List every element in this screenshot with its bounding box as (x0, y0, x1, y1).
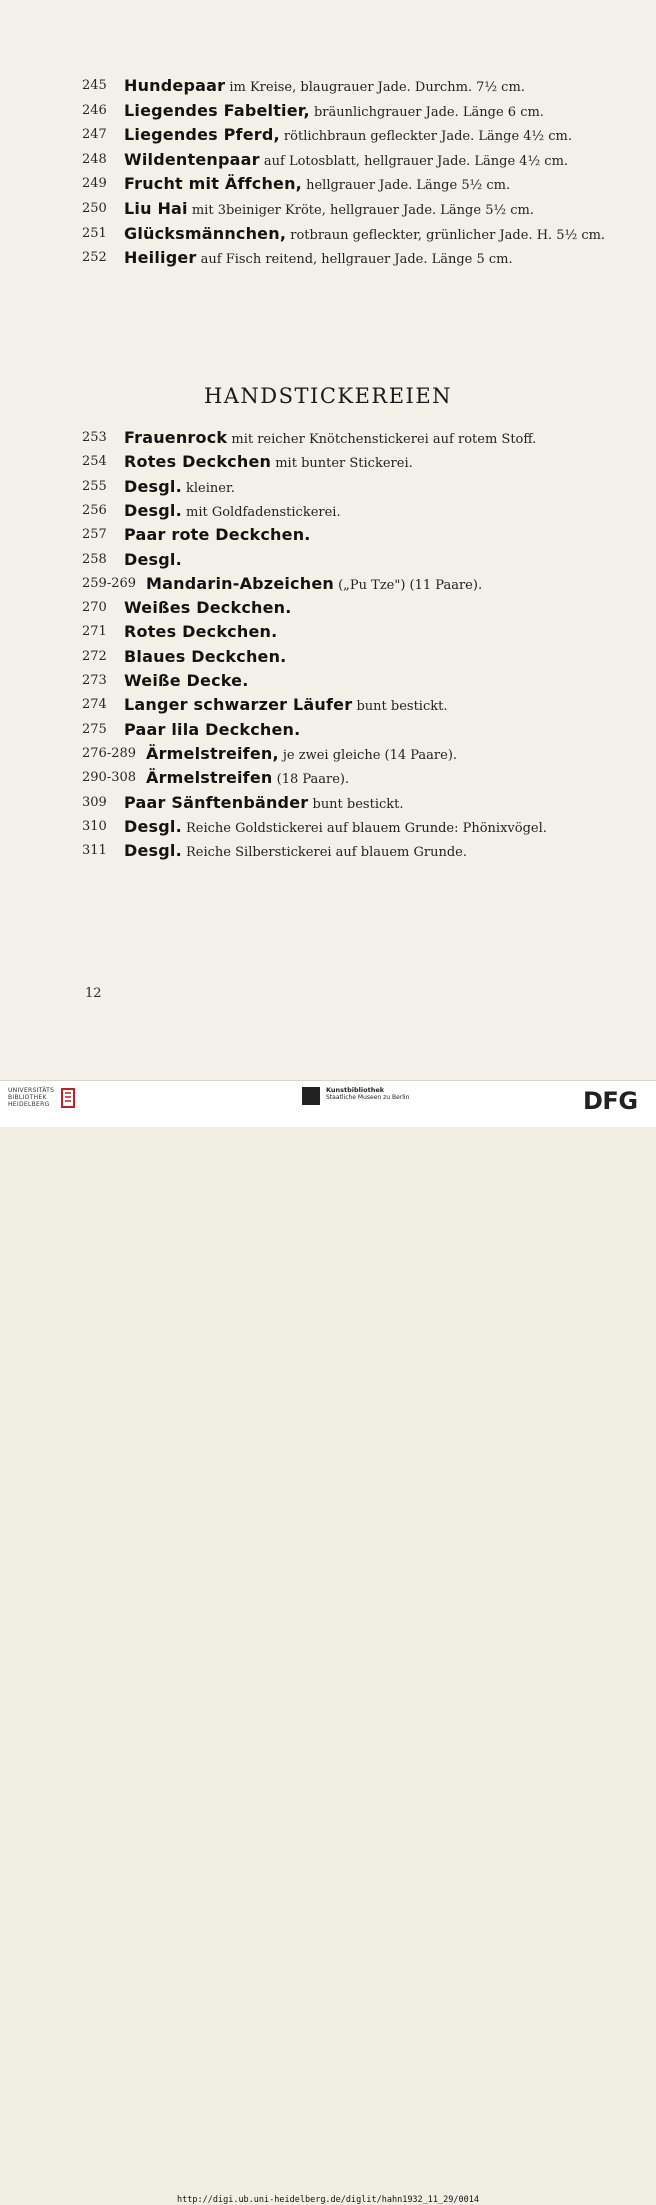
entry-number: 251 (82, 225, 107, 241)
entry-text (124, 645, 286, 671)
entry-description: auf Lotosblatt, hellgrauer Jade. Länge 4½ cm. (259, 153, 569, 169)
entry-number: 311 (82, 843, 107, 859)
catalogue-entry (0, 620, 640, 644)
entry-text (124, 475, 235, 501)
entry-title: Frucht mit Äffchen, (124, 174, 302, 194)
entry-description: mit reicher Knötchenstickerei auf rotem Stoff. (227, 432, 537, 447)
entry-text (124, 718, 300, 744)
entry-text (124, 197, 534, 223)
kb-line-1: Kunstbibliothek (326, 1086, 385, 1094)
entry-title: Paar Sänftenbänder (124, 792, 309, 812)
entry-title: Ärmelstreifen, (146, 743, 279, 763)
catalogue-entry (0, 596, 640, 620)
entry-number: 255 (82, 478, 107, 494)
entry-description: („Pu Tze") (11 Paare). (333, 577, 483, 593)
entry-title: Weißes Deckchen. (124, 598, 292, 618)
entry-number: 250 (82, 201, 107, 216)
entry-title: Langer schwarzer Läufer (124, 695, 353, 715)
entry-description: mit bunter Stickerei. (271, 456, 413, 472)
entry-text (124, 693, 447, 719)
permalink-url[interactable]: http://digi.ub.uni-heidelberg.de/diglit/hahn1932_11_29/0014 (177, 2195, 479, 2205)
entry-description: im Kreise, blaugrauer Jade. Durchm. 7½ cm. (225, 80, 525, 95)
entry-number: 310 (82, 818, 107, 834)
entry-title: Blaues Deckchen. (124, 646, 287, 666)
entry-number: 253 (82, 430, 107, 445)
catalogue-entry (0, 99, 640, 123)
dfg-logo: DFG (583, 1087, 638, 1115)
catalogue-entry (0, 74, 640, 98)
catalogue-entry (0, 426, 640, 450)
entry-number: 245 (82, 78, 107, 93)
entry-number: 249 (82, 176, 107, 192)
kunstbibliothek-label (326, 1087, 409, 1101)
entry-number: 252 (82, 250, 107, 266)
entry-description: hellgrauer Jade. Länge 5½ cm. (301, 178, 511, 194)
entry-number: 248 (82, 151, 107, 167)
entry-number: 272 (82, 648, 107, 664)
catalogue-entry (0, 197, 640, 221)
entry-number: 270 (82, 600, 107, 616)
entry-title: Liegendes Fabeltier, (124, 100, 310, 120)
entry-number: 254 (82, 454, 107, 470)
entry-description: rotbraun gefleckter, grünlicher Jade. H. 5½ cm. (286, 227, 606, 243)
catalogue-entry (0, 572, 640, 596)
kb-line-2: Staatliche Museen zu Berlin (326, 1094, 410, 1101)
digitization-footer (0, 1080, 656, 2205)
entry-text (124, 148, 568, 174)
entry-text (146, 742, 457, 768)
entry-title: Paar lila Deckchen. (124, 719, 301, 739)
catalogue-entry (0, 548, 640, 572)
catalogue-entry (0, 766, 640, 790)
catalogue-entry (0, 669, 640, 693)
entry-description: Reiche Goldstickerei auf blauem Grunde: Phönixvögel. (181, 820, 547, 836)
entry-title: Desgl. (124, 500, 182, 520)
entry-title: Liu Hai (124, 199, 188, 218)
entry-number: 246 (82, 102, 107, 118)
entry-title: Hundepaar (124, 76, 226, 95)
entry-title: Liegendes Pferd, (124, 125, 280, 145)
page-number: 12 (85, 986, 102, 1001)
entry-number: 290-308 (82, 770, 137, 786)
entry-text (124, 839, 467, 865)
entry-number: 256 (82, 502, 107, 518)
kunstbibliothek-logo-icon (302, 1087, 320, 1105)
entry-text (124, 669, 249, 695)
entry-number: 257 (82, 527, 107, 543)
entry-text (146, 766, 349, 792)
entry-text (124, 246, 513, 272)
entry-description: auf Fisch reitend, hellgrauer Jade. Länge 5 cm. (196, 252, 513, 268)
entry-number: 259-269 (82, 575, 137, 591)
entry-number: 309 (82, 794, 107, 810)
catalogue-entry (0, 246, 640, 270)
entry-text (124, 172, 510, 198)
catalogue-entry (0, 172, 640, 196)
catalogue-entry (0, 718, 640, 742)
entry-description: je zwei gleiche (14 Paare). (278, 747, 458, 763)
entry-description: (18 Paare). (272, 772, 350, 788)
entry-number: 271 (82, 624, 107, 640)
catalogue-entry (0, 450, 640, 474)
entry-number: 276-289 (82, 745, 137, 761)
catalogue-entry (0, 123, 640, 147)
catalogue-entry (0, 839, 640, 863)
entry-title: Paar rote Deckchen. (124, 525, 311, 545)
catalogue-entry (0, 148, 640, 172)
entry-title: Glücksmännchen, (124, 223, 287, 243)
university-emblem-icon (60, 1087, 76, 1109)
catalogue-entry (0, 523, 640, 547)
entry-text (124, 548, 182, 574)
entry-description: mit 3beiniger Kröte, hellgrauer Jade. Länge 5½ cm. (187, 203, 534, 218)
entry-text (124, 596, 292, 622)
entry-title: Wildentenpaar (124, 149, 260, 169)
entry-description: rötlichbraun gefleckter Jade. Länge 4½ cm. (279, 129, 573, 145)
entry-number: 247 (82, 127, 107, 143)
entry-number: 275 (82, 721, 107, 737)
entry-description: bunt bestickt. (308, 796, 404, 812)
entry-title: Mandarin-Abzeichen (146, 573, 334, 593)
catalogue-entry (0, 499, 640, 523)
section-heading: HANDSTICKEREIEN (203, 384, 453, 408)
university-line-2: BIBLIOTHEK (8, 1094, 47, 1101)
entry-description: bunt bestickt. (352, 699, 448, 715)
entry-text (146, 572, 482, 598)
entry-text (124, 523, 311, 549)
catalogue-entry (0, 693, 640, 717)
entry-title: Ärmelstreifen (146, 768, 273, 788)
entry-title: Desgl. (124, 816, 182, 836)
entry-text (124, 222, 605, 248)
entry-title: Desgl. (124, 476, 182, 496)
entry-number: 274 (82, 697, 107, 713)
catalogue-entry (0, 645, 640, 669)
entry-text (124, 426, 536, 452)
entry-description: bräunlichgrauer Jade. Länge 6 cm. (309, 104, 544, 120)
entry-text (124, 74, 525, 100)
entry-text (124, 791, 404, 817)
entry-text (124, 620, 277, 646)
university-line-1: UNIVERSITÄTS (8, 1087, 55, 1094)
entry-description: Reiche Silberstickerei auf blauem Grunde. (181, 845, 467, 861)
university-line-3: HEIDELBERG (8, 1101, 50, 1108)
entry-title: Rotes Deckchen. (124, 622, 278, 642)
catalogue-entry (0, 815, 640, 839)
entry-text (124, 450, 413, 476)
catalogue-entry (0, 222, 640, 246)
entry-description: mit Goldfadenstickerei. (181, 504, 341, 520)
document-page (0, 0, 656, 1080)
entry-number: 273 (82, 673, 107, 688)
catalogue-entry (0, 791, 640, 815)
entry-description: kleiner. (181, 480, 235, 496)
entry-text (124, 815, 547, 841)
entry-number: 258 (82, 551, 107, 567)
entry-title: Desgl. (124, 841, 182, 861)
entry-text (124, 499, 341, 525)
entry-title: Rotes Deckchen (124, 452, 272, 472)
entry-title: Desgl. (124, 549, 182, 569)
entry-title: Frauenrock (124, 428, 228, 447)
entry-title: Heiliger (124, 248, 197, 268)
entry-text (124, 99, 544, 125)
catalogue-entry (0, 742, 640, 766)
catalogue-entry (0, 475, 640, 499)
entry-title: Weiße Decke. (124, 671, 249, 690)
entry-text (124, 123, 572, 149)
